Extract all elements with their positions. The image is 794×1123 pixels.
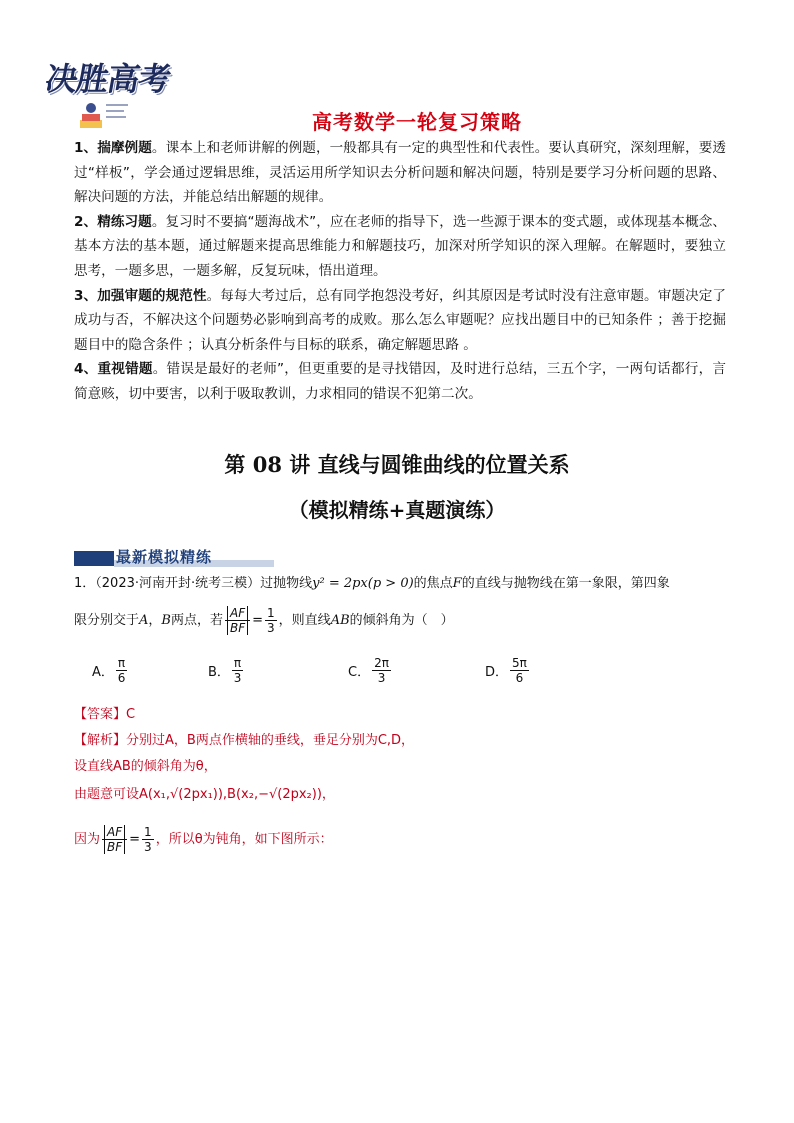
question-text: 1．（2023·河南开封·统考三模）过抛物线 bbox=[74, 576, 313, 591]
analysis-line bbox=[74, 825, 333, 854]
lesson-subtitle: （模拟精练+真题演练） bbox=[288, 498, 506, 522]
fraction-numerator: 1 bbox=[144, 825, 152, 839]
question-text: 两点，若 bbox=[170, 612, 223, 628]
option-b bbox=[208, 656, 245, 685]
option-fraction bbox=[232, 656, 243, 685]
strategy-item bbox=[74, 357, 726, 406]
fraction-numerator: AF bbox=[104, 825, 125, 839]
question-text: ，则直线 bbox=[278, 612, 331, 628]
analysis-text: 设直线AB的倾斜角为θ， bbox=[74, 759, 217, 774]
strategy-text: 。错误是最好的老师”，但更重要的是寻找错因，及时进行总结，三五个字，一两句话都行，言简意赅，切中要害，以利于吸取教训，力求相同的错误不犯第二次。 bbox=[74, 361, 727, 402]
answer-options bbox=[92, 656, 692, 696]
question-var: F bbox=[452, 576, 462, 591]
strategy-number: 4、 bbox=[74, 361, 98, 378]
strategy-heading: 重视错题 bbox=[97, 361, 153, 378]
equals-sign: = bbox=[252, 612, 264, 628]
fraction-numerator: AF bbox=[227, 606, 248, 620]
strategy-heading: 加强审题的规范性 bbox=[97, 287, 207, 304]
question-line-1 bbox=[74, 574, 726, 594]
value-fraction bbox=[142, 825, 154, 854]
question-text: 的倾斜角为（ ） bbox=[349, 612, 454, 628]
strategy-number: 3、 bbox=[74, 287, 98, 304]
ratio-fraction bbox=[225, 606, 250, 635]
fraction-denominator: 3 bbox=[377, 671, 386, 685]
equals-sign: = bbox=[129, 831, 141, 847]
page-title: 高考数学一轮复习策略 bbox=[312, 110, 522, 134]
fraction-denominator: BF bbox=[104, 840, 125, 854]
strategy-number: 1、 bbox=[74, 140, 98, 156]
strategy-text: 。课本上和老师讲解的例题，一般都具有一定的典型性和代表性。要认真研究，深刻理解，要透过“样板”，学会通过逻辑思维，灵活运用所学知识去分析问题和解决问题，特别是要学习分析问题的思路、解决问题的方法，并能总结出解题的规律。 bbox=[74, 140, 727, 206]
strategy-text: 。复习时不要搞“题海战术”，应在老师的指导下，选一些源于课本的变式题，或体现基本概念、基本方法的基本题，通过解题来提高思维能力和解题技巧，加深对所学知识的深入理解。在解题时，要独立思考，一题多思，一题多解，反复玩味，悟出道理。 bbox=[74, 213, 726, 279]
analysis-text: 因为 bbox=[74, 831, 101, 847]
question-text: 的焦点 bbox=[413, 576, 453, 591]
logo-text: 决胜高考 bbox=[42, 60, 174, 98]
question-var: A bbox=[139, 612, 149, 628]
strategy-section bbox=[74, 136, 726, 407]
strategy-item bbox=[74, 284, 726, 358]
strategy-number: 2、 bbox=[74, 213, 98, 230]
option-label: A． bbox=[92, 665, 114, 680]
question-text: 的直线与抛物线在第一象限，第四象 bbox=[461, 576, 670, 591]
section-bar-accent bbox=[74, 551, 114, 566]
strategy-heading: 揣摩例题 bbox=[97, 140, 152, 156]
question-var: B bbox=[161, 612, 171, 628]
option-fraction bbox=[116, 656, 127, 685]
fraction-numerator: π bbox=[233, 656, 242, 670]
analysis-line bbox=[74, 757, 217, 777]
option-label: C． bbox=[348, 665, 371, 680]
strategy-heading: 精练习题 bbox=[97, 213, 152, 230]
option-a bbox=[92, 656, 129, 685]
question-equation: y² = 2px(p > 0) bbox=[312, 576, 414, 591]
ratio-fraction bbox=[102, 825, 127, 854]
fraction-denominator: BF bbox=[227, 621, 248, 635]
answer-tag: 【答案】 bbox=[74, 707, 127, 722]
fraction-denominator: 3 bbox=[233, 671, 242, 685]
question-text: 限分别交于 bbox=[74, 612, 140, 628]
fraction-numerator: π bbox=[117, 656, 126, 670]
fraction-denominator: 6 bbox=[515, 671, 524, 685]
question-line-2 bbox=[74, 606, 454, 635]
answer-value: C bbox=[126, 707, 136, 722]
option-label: D． bbox=[485, 665, 509, 680]
lesson-title: 第 08 讲 直线与圆锥曲线的位置关系 bbox=[224, 452, 570, 477]
strategy-text: 。每每大考过后，总有同学抱怨没考好，纠其原因是考试时没有注意审题。审题决定了成功与否，不解决这个问题势必影响到高考的成败。那么怎么审题呢？应找出题目中的已知条件 ；善于挖掘题目中的隐含条件 ；认真分析条件与目标的联系，确定解题思路 。 bbox=[74, 287, 727, 353]
analysis-text: 分别过A，B两点作横轴的垂线，垂足分别为C,D， bbox=[126, 733, 415, 748]
question-text: ， bbox=[148, 612, 162, 628]
value-fraction bbox=[265, 606, 277, 635]
option-label: B． bbox=[208, 665, 230, 680]
option-d bbox=[485, 656, 531, 685]
analysis-line bbox=[74, 731, 414, 751]
answer-line bbox=[74, 703, 135, 722]
fraction-denominator: 3 bbox=[144, 840, 152, 854]
option-fraction bbox=[372, 656, 391, 685]
fraction-denominator: 3 bbox=[267, 621, 275, 635]
option-c bbox=[348, 656, 393, 685]
section-label: 最新模拟精练 bbox=[116, 548, 213, 566]
analysis-tag: 【解析】 bbox=[74, 733, 127, 748]
fraction-numerator: 5π bbox=[512, 656, 527, 670]
question-var: AB bbox=[330, 612, 350, 628]
fraction-denominator: 6 bbox=[117, 671, 126, 685]
analysis-text: ，所以θ为钝角，如下图所示： bbox=[155, 831, 333, 847]
strategy-item bbox=[74, 136, 726, 210]
section-header bbox=[74, 546, 274, 568]
strategy-item bbox=[74, 210, 726, 284]
fraction-numerator: 1 bbox=[267, 606, 275, 620]
analysis-text: 由题意可设A(x₁,√(2px₁)),B(x₂,−√(2px₂))， bbox=[74, 787, 335, 802]
analysis-line bbox=[74, 785, 335, 805]
option-fraction bbox=[510, 656, 529, 685]
fraction-numerator: 2π bbox=[374, 656, 389, 670]
